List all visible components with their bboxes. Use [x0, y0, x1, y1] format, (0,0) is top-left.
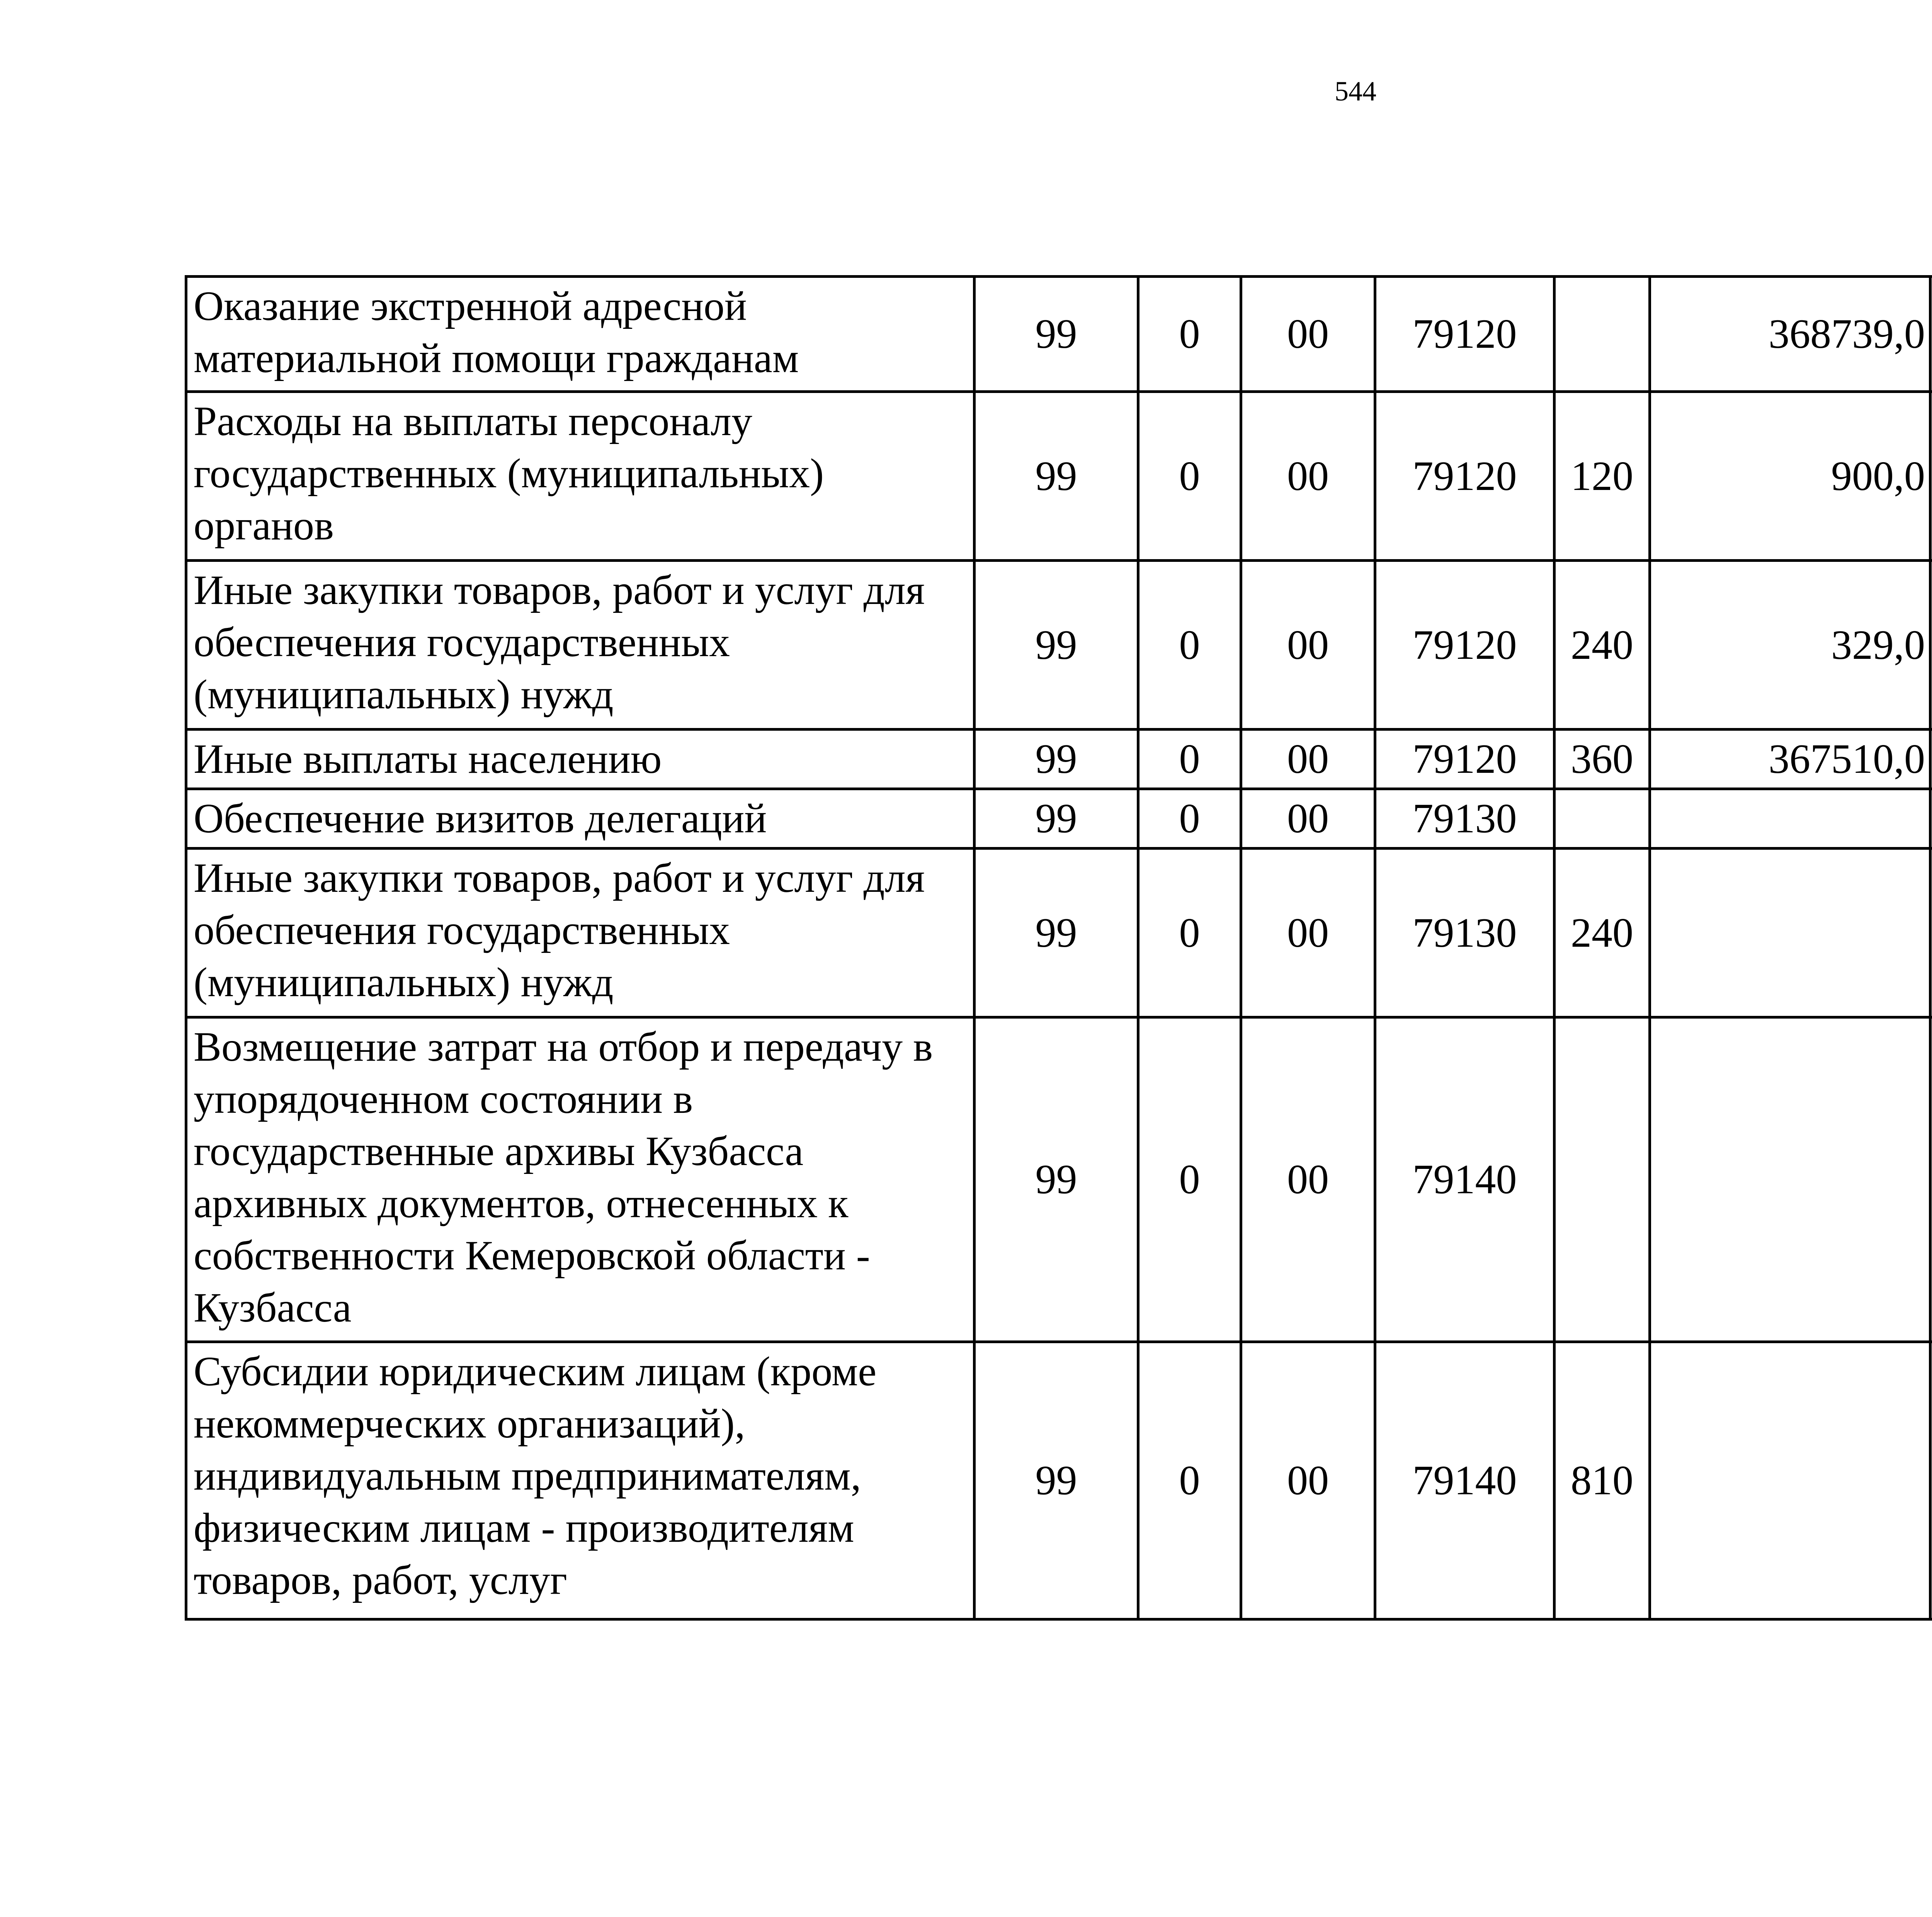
- budget-table: [185, 275, 1932, 1621]
- code-cell: [1554, 277, 1650, 392]
- amount-cell: [1930, 1017, 1932, 1342]
- amount-cell: [1930, 392, 1932, 561]
- amount-cell: [1930, 277, 1932, 392]
- code-cell: 0: [1138, 849, 1241, 1017]
- row-name: Расходы на выплаты персоналу государственных (муниципальных) органов: [186, 392, 975, 561]
- amount-cell: 368739,0: [1650, 277, 1930, 392]
- code-cell: 00: [1241, 849, 1375, 1017]
- row-name: Субсидии юридическим лицам (кроме некоммерческих организаций), индивидуальным предпринимателям, физическим лицам - производителям товаров, работ, услуг: [186, 1342, 975, 1619]
- table-row: [186, 730, 1932, 789]
- code-cell: 0: [1138, 1342, 1241, 1619]
- row-name: Обеспечение визитов делегаций: [186, 789, 975, 849]
- code-cell: 0: [1138, 392, 1241, 561]
- table-row: [186, 1342, 1932, 1619]
- code-cell: 00: [1241, 561, 1375, 730]
- code-cell: 240: [1554, 561, 1650, 730]
- code-cell: 0: [1138, 277, 1241, 392]
- code-cell: 99: [975, 561, 1138, 730]
- table-row: [186, 789, 1932, 849]
- code-cell: 0: [1138, 730, 1241, 789]
- amount-cell: [1930, 1342, 1932, 1619]
- code-cell: 00: [1241, 277, 1375, 392]
- code-cell: 0: [1138, 561, 1241, 730]
- code-cell: 79140: [1375, 1342, 1554, 1619]
- amount-cell: [1650, 849, 1930, 1017]
- row-name: Возмещение затрат на отбор и передачу в упорядоченном состоянии в государственные архивы Кузбасса архивных документов, отнесенных к собственности Кемеровской области - Кузбасса: [186, 1017, 975, 1342]
- code-cell: 120: [1554, 392, 1650, 561]
- code-cell: 99: [975, 849, 1138, 1017]
- amount-cell: [1650, 1017, 1930, 1342]
- code-cell: 00: [1241, 1342, 1375, 1619]
- amount-cell: [1930, 849, 1932, 1017]
- code-cell: 79120: [1375, 277, 1554, 392]
- row-name: Оказание экстренной адресной материальной помощи гражданам: [186, 277, 975, 392]
- code-cell: 0: [1138, 1017, 1241, 1342]
- table-row: [186, 561, 1932, 730]
- code-cell: 99: [975, 789, 1138, 849]
- amount-cell: [1930, 561, 1932, 730]
- amount-cell: 329,0: [1650, 561, 1930, 730]
- amount-cell: 900,0: [1650, 392, 1930, 561]
- code-cell: 79120: [1375, 561, 1554, 730]
- code-cell: 99: [975, 1342, 1138, 1619]
- code-cell: 79130: [1375, 849, 1554, 1017]
- code-cell: 00: [1241, 789, 1375, 849]
- code-cell: 79120: [1375, 730, 1554, 789]
- amount-cell: 367510,0: [1650, 730, 1930, 789]
- amount-cell: [1930, 789, 1932, 849]
- amount-cell: [1650, 789, 1930, 849]
- code-cell: [1554, 789, 1650, 849]
- table-row: [186, 392, 1932, 561]
- code-cell: 00: [1241, 1017, 1375, 1342]
- code-cell: [1554, 1017, 1650, 1342]
- code-cell: 0: [1138, 789, 1241, 849]
- amount-cell: [1930, 730, 1932, 789]
- row-name: Иные закупки товаров, работ и услуг для обеспечения государственных (муниципальных) нужд: [186, 561, 975, 730]
- page-number: 544: [1335, 76, 1376, 107]
- code-cell: 79130: [1375, 789, 1554, 849]
- code-cell: 00: [1241, 730, 1375, 789]
- table-row: [186, 849, 1932, 1017]
- code-cell: 99: [975, 1017, 1138, 1342]
- code-cell: 810: [1554, 1342, 1650, 1619]
- table-row: [186, 1017, 1932, 1342]
- code-cell: 99: [975, 730, 1138, 789]
- row-name: Иные закупки товаров, работ и услуг для обеспечения государственных (муниципальных) нужд: [186, 849, 975, 1017]
- code-cell: 79140: [1375, 1017, 1554, 1342]
- code-cell: 99: [975, 277, 1138, 392]
- amount-cell: [1650, 1342, 1930, 1619]
- code-cell: 99: [975, 392, 1138, 561]
- code-cell: 240: [1554, 849, 1650, 1017]
- row-name: Иные выплаты населению: [186, 730, 975, 789]
- code-cell: 00: [1241, 392, 1375, 561]
- table-row: [186, 277, 1932, 392]
- code-cell: 79120: [1375, 392, 1554, 561]
- code-cell: 360: [1554, 730, 1650, 789]
